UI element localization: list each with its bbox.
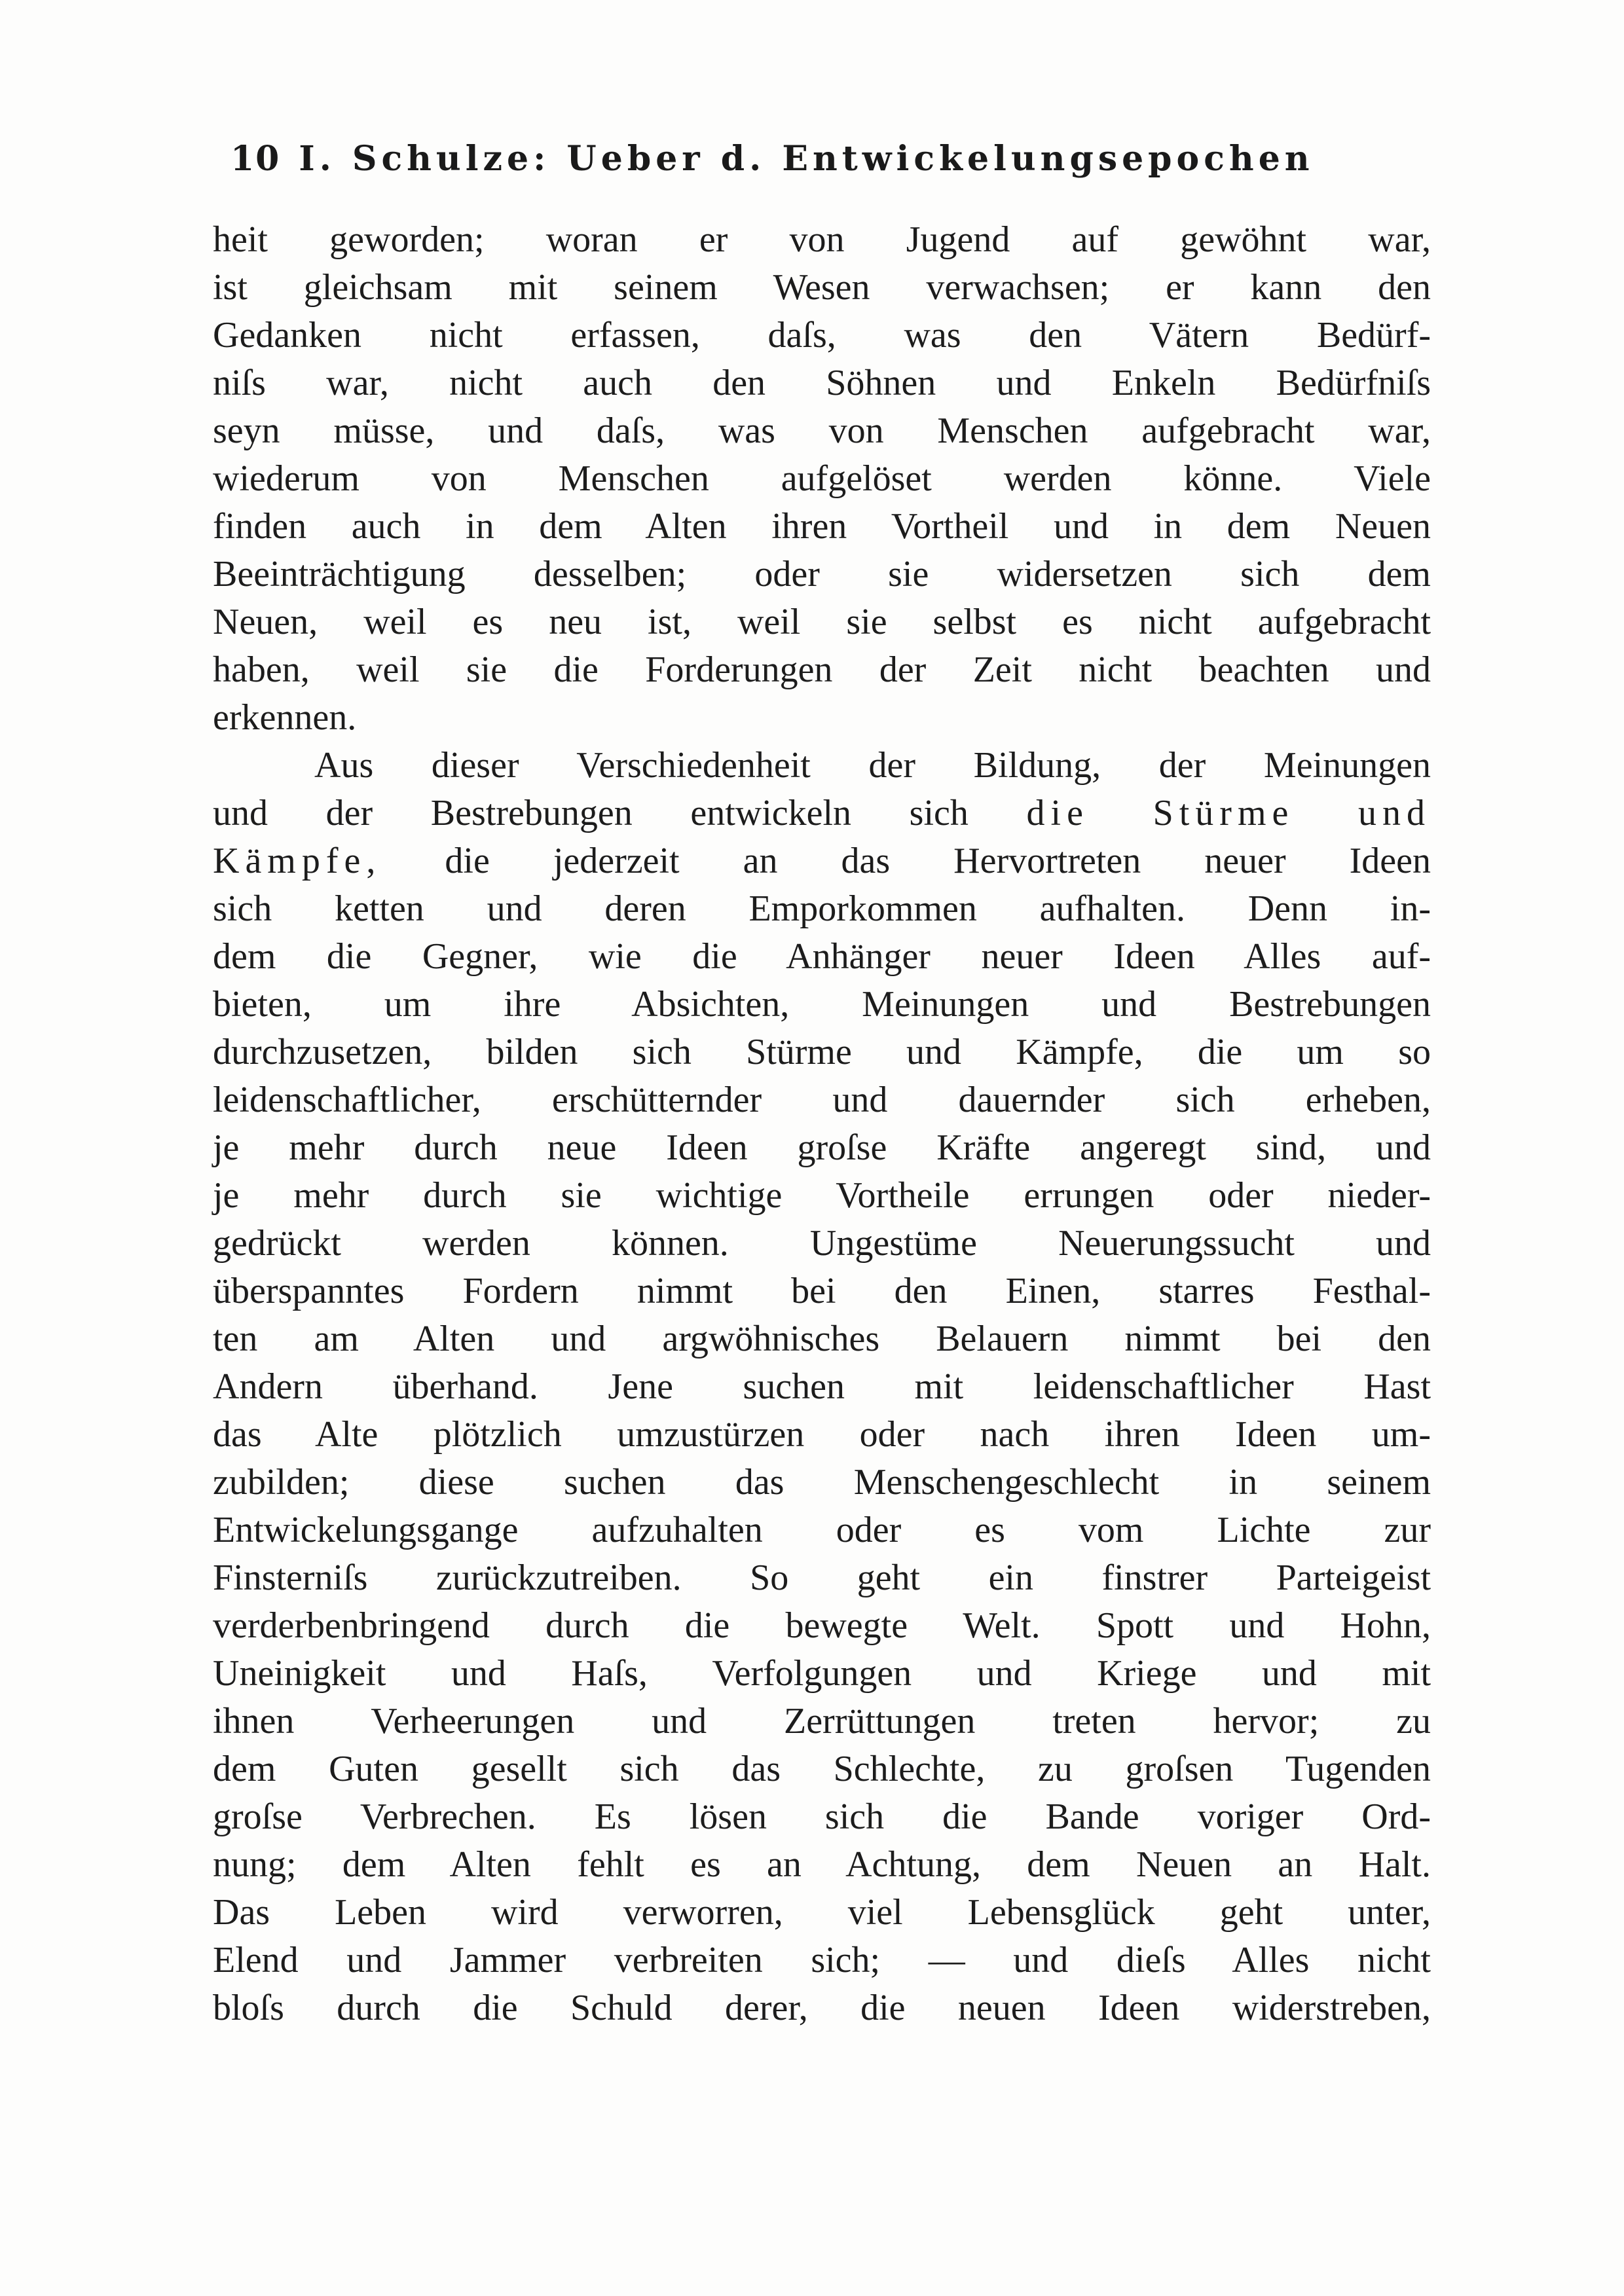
text-line: nung; dem Alten fehlt es an Achtung, dem Neuen an Halt. — [213, 1844, 1431, 1885]
text-line: Entwickelungsgange aufzuhalten oder es vom Lichte zur — [213, 1510, 1431, 1550]
spaced-emphasis: die Stürme und — [1026, 793, 1431, 833]
text-line: Beeinträchtigung desselben; oder sie widersetzen sich dem — [213, 554, 1431, 594]
text-line-with-emphasis — [213, 837, 1431, 885]
text-line: bloſs durch die Schuld derer, die neuen Ideen widerstreben, — [213, 1988, 1431, 2028]
text-line-with-emphasis — [213, 790, 1431, 837]
text-line: gedrückt werden können. Ungestüme Neuerungssucht und — [213, 1223, 1431, 1264]
text-line: heit geworden; woran er von Jugend auf gewöhnt war, — [213, 219, 1431, 260]
text-line: seyn müsse, und daſs, was von Menschen aufgebracht war, — [213, 410, 1431, 451]
text-line: wiederum von Menschen aufgelöset werden könne. Viele — [213, 458, 1431, 499]
text-line: je mehr durch neue Ideen groſse Kräfte angeregt sind, und — [213, 1127, 1431, 1168]
text-line: Neuen, weil es neu ist, weil sie selbst es nicht aufgebracht — [213, 602, 1431, 642]
text-line: das Alte plötzlich umzustürzen oder nach ihren Ideen um- — [213, 1414, 1431, 1455]
text-line: Gedanken nicht erfassen, daſs, was den Vätern Bedürf- — [213, 315, 1431, 355]
text-line: ihnen Verheerungen und Zerrüttungen treten hervor; zu — [213, 1701, 1431, 1741]
text-span: die jederzeit an das Hervortreten neuer Ideen — [445, 841, 1431, 881]
text-line: Andern überhand. Jene suchen mit leidenschaftlicher Hast — [213, 1366, 1431, 1407]
text-line: Uneinigkeit und Haſs, Verfolgungen und Kriege und mit — [213, 1653, 1431, 1694]
text-span: und der Bestrebungen entwickeln sich — [213, 793, 969, 833]
text-line: haben, weil sie die Forderungen der Zeit nicht beachten und — [213, 649, 1431, 690]
text-line: dem die Gegner, wie die Anhänger neuer Ideen Alles auf- — [213, 936, 1431, 977]
text-line: ten am Alten und argwöhnisches Belauern nimmt bei den — [213, 1319, 1431, 1359]
text-line: je mehr durch sie wichtige Vortheile errungen oder nieder- — [213, 1175, 1431, 1216]
text-line: sich ketten und deren Emporkommen aufhalten. Denn in- — [213, 888, 1431, 929]
text-line: ist gleichsam mit seinem Wesen verwachsen; er kann den — [213, 267, 1431, 308]
text-line: Das Leben wird verworren, viel Lebensglück geht unter, — [213, 1892, 1431, 1933]
page-number: 10 — [231, 139, 281, 179]
text-line: leidenschaftlicher, erschütternder und dauernder sich erheben, — [213, 1080, 1431, 1120]
text-line: niſs war, nicht auch den Söhnen und Enkeln Bedürfniſs — [213, 363, 1431, 403]
text-line: Finsterniſs zurückzutreiben. So geht ein finstrer Parteigeist — [213, 1558, 1431, 1598]
text-line: überspanntes Fordern nimmt bei den Einen, starres Festhal- — [213, 1271, 1431, 1311]
text-line: dem Guten gesellt sich das Schlechte, zu groſsen Tugenden — [213, 1749, 1431, 1789]
text-line: durchzusetzen, bilden sich Stürme und Kämpfe, die um so — [213, 1032, 1431, 1072]
running-title: I. Schulze: Ueber d. Entwickelungsepochen — [299, 139, 1314, 179]
text-line: bieten, um ihre Absichten, Meinungen und Bestrebungen — [213, 984, 1431, 1025]
spaced-emphasis: Kämpfe, — [213, 841, 382, 881]
text-line: zubilden; diese suchen das Menschengeschlecht in seinem — [213, 1462, 1431, 1503]
paragraph-end-line: erkennen. — [213, 697, 357, 738]
text-line: Elend und Jammer verbreiten sich; — und dieſs Alles nicht — [213, 1940, 1431, 1980]
text-line: finden auch in dem Alten ihren Vortheil und in dem Neuen — [213, 506, 1431, 547]
body-text — [213, 216, 1431, 2032]
text-line: verderbenbringend durch die bewegte Welt. Spott und Hohn, — [213, 1605, 1431, 1646]
running-head — [231, 139, 1409, 179]
text-line: groſse Verbrechen. Es lösen sich die Bande voriger Ord- — [213, 1796, 1431, 1837]
paragraph-start-line: Aus dieser Verschiedenheit der Bildung, der Meinungen — [314, 745, 1431, 786]
